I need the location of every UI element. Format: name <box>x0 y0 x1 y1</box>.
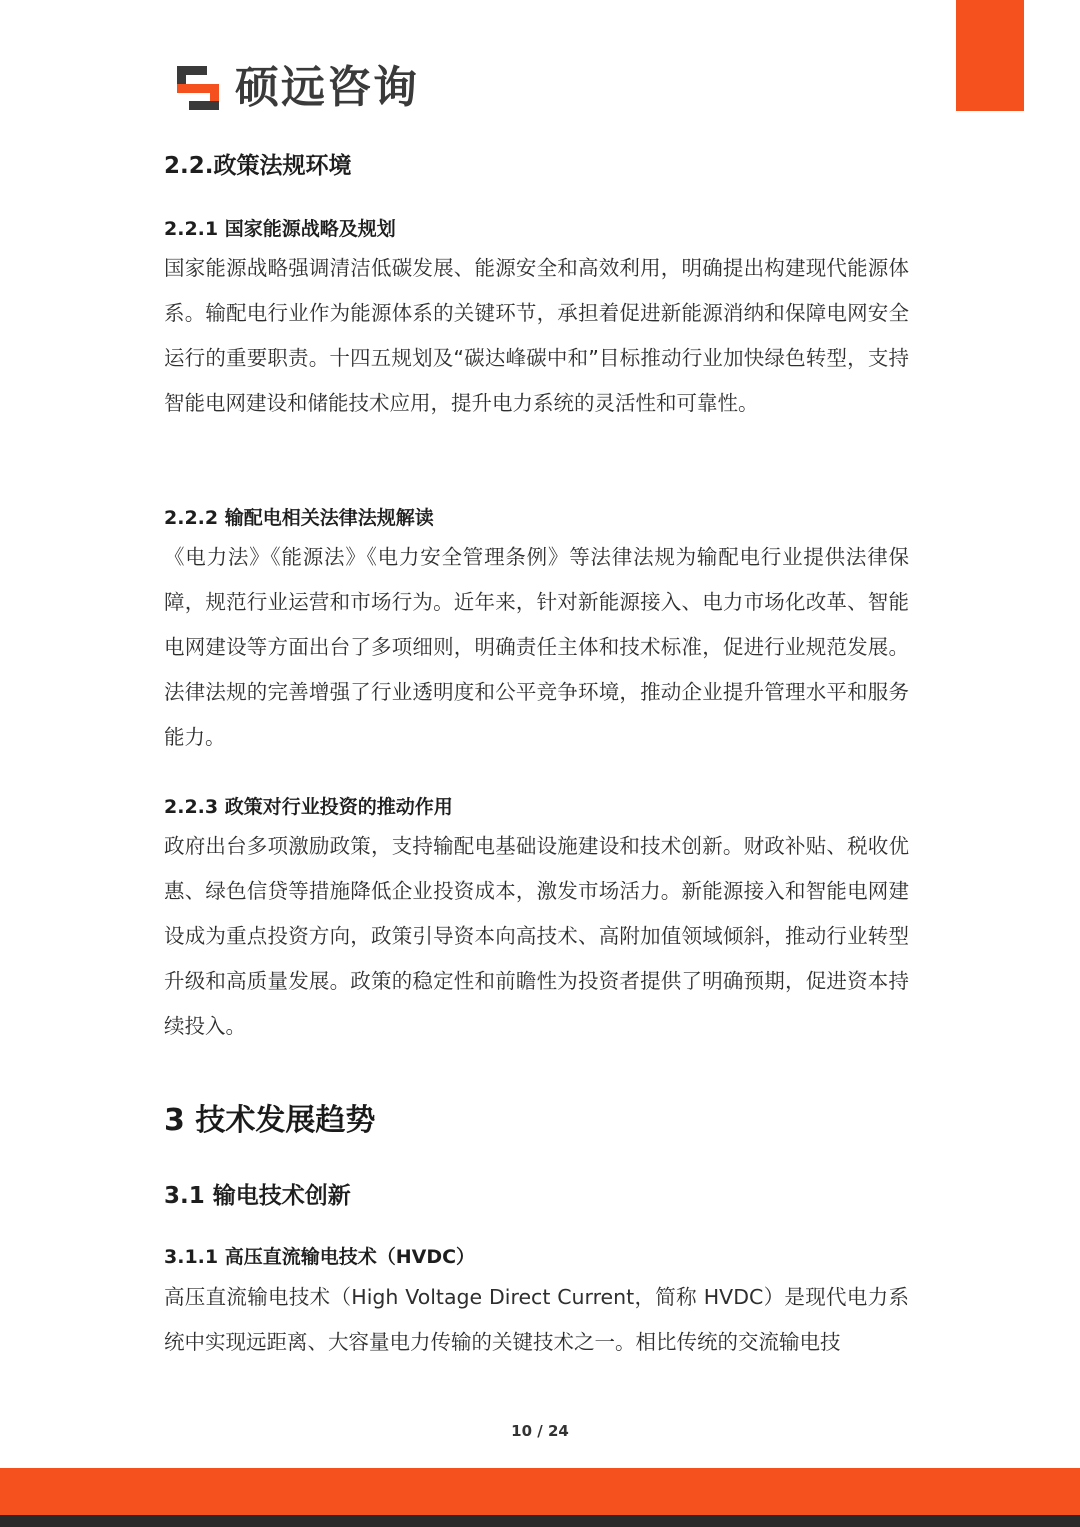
brand-name: 硕远咨询 <box>235 61 419 113</box>
section-heading-3-1: 3.1 输电技术创新 <box>164 1183 351 1209</box>
subsection-heading-2-2-3: 2.2.3 政策对行业投资的推动作用 <box>164 796 453 818</box>
corner-accent-block <box>956 0 1024 111</box>
section-heading-2-2: 2.2.政策法规环境 <box>164 153 352 179</box>
subsection-heading-2-2-2: 2.2.2 输配电相关法律法规解读 <box>164 507 434 529</box>
page-number: 10 / 24 <box>511 1422 569 1440</box>
footer-accent-bar <box>0 1468 1080 1515</box>
footer-dark-bar <box>0 1515 1080 1527</box>
brand-logo <box>175 60 419 115</box>
brand-mark-icon <box>175 62 227 114</box>
chapter-heading-3: 3 技术发展趋势 <box>164 1103 376 1138</box>
subsection-heading-2-2-1: 2.2.1 国家能源战略及规划 <box>164 218 396 240</box>
paragraph-2-2-1: 国家能源战略强调清洁低碳发展、能源安全和高效利用，明确提出构建现代能源体系。输配电行业作为能源体系的关键环节，承担着促进新能源消纳和保障电网安全运行的重要职责。十四五规划及“碳达峰碳中和”目标推动行业加快绿色转型，支持智能电网建设和储能技术应用，提升电力系统的灵活性和可靠性。 <box>164 256 909 415</box>
subsection-heading-3-1-1: 3.1.1 高压直流输电技术（HVDC） <box>164 1246 476 1268</box>
paragraph-2-2-3: 政府出台多项激励政策，支持输配电基础设施建设和技术创新。财政补贴、税收优惠、绿色信贷等措施降低企业投资成本，激发市场活力。新能源接入和智能电网建设成为重点投资方向，政策引导资本向高技术、高附加值领域倾斜，推动行业转型升级和高质量发展。政策的稳定性和前瞻性为投资者提供了明确预期，促进资本持续投入。 <box>164 834 909 1038</box>
paragraph-3-1-1: 高压直流输电技术（High Voltage Direct Current，简称 HVDC）是现代电力系统中实现远距离、大容量电力传输的关键技术之一。相比传统的交流输电技 <box>164 1285 909 1354</box>
paragraph-2-2-2: 《电力法》《能源法》《电力安全管理条例》等法律法规为输配电行业提供法律保障，规范行业运营和市场行为。近年来，针对新能源接入、电力市场化改革、智能电网建设等方面出台了多项细则，明确责任主体和技术标准，促进行业规范发展。法律法规的完善增强了行业透明度和公平竞争环境，推动企业提升管理水平和服务能力。 <box>164 545 909 749</box>
